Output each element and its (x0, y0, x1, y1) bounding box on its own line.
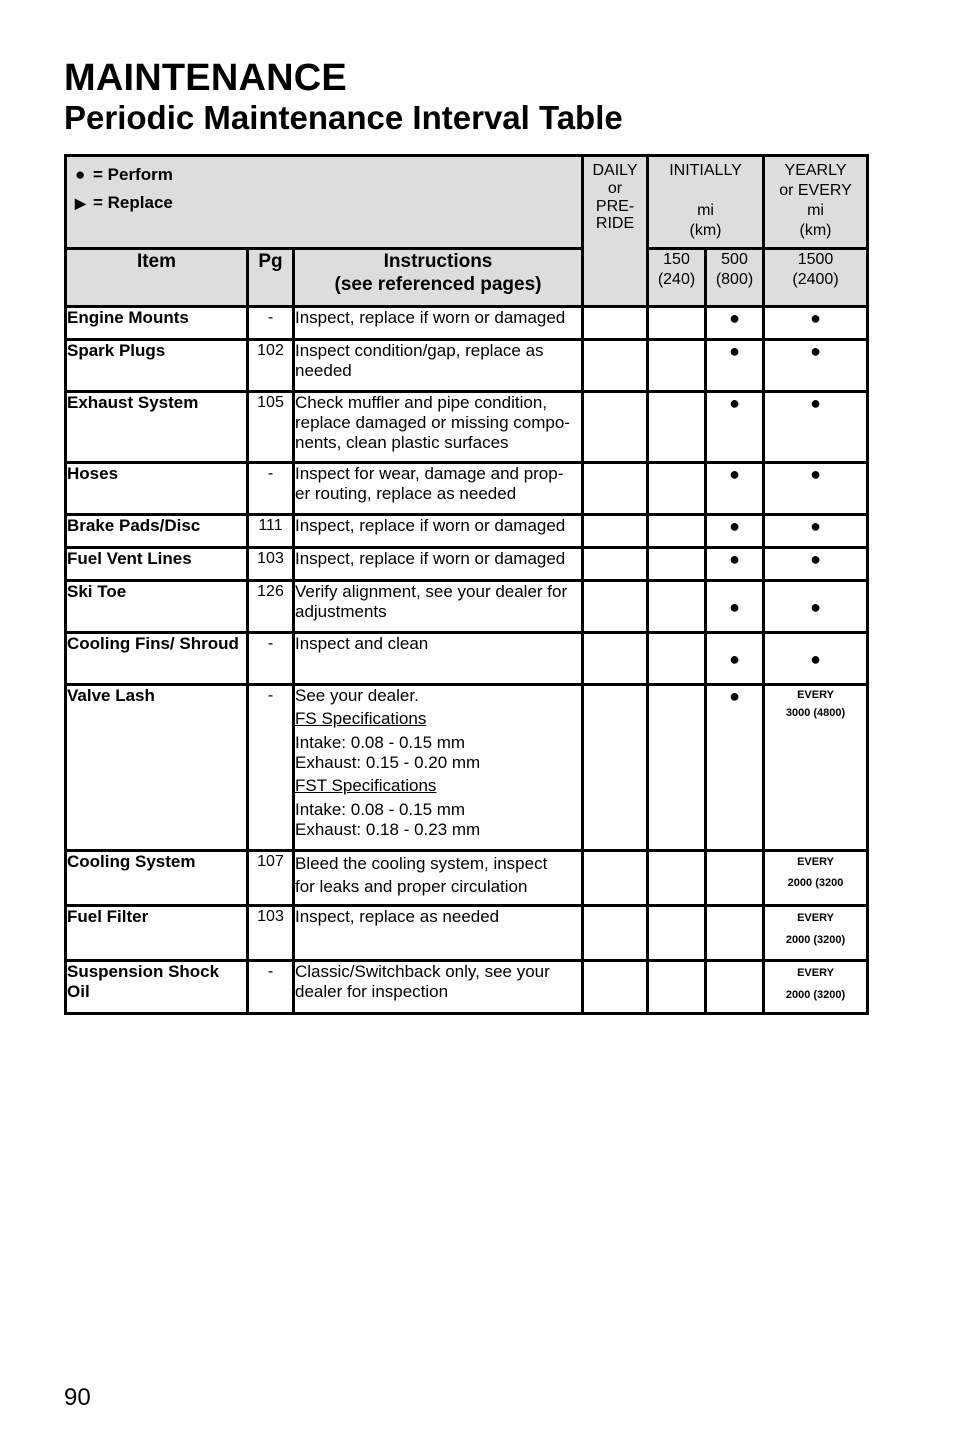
instructions-cell (294, 581, 583, 633)
every-label: EVERY (797, 689, 834, 701)
legend-replace-label: = Replace (93, 193, 173, 212)
pg-cell: 126 (248, 581, 294, 633)
fs-specifications-heading: FS Specifications (295, 709, 427, 728)
instruction-line: Inspect for wear, damage and prop- (295, 464, 564, 483)
interval-500-cell: ● (706, 463, 764, 515)
item-cell: Brake Pads/Disc (66, 515, 248, 548)
table-row (66, 851, 868, 906)
interval-150-cell (648, 851, 706, 906)
interval-500-cell: ● (706, 340, 764, 392)
instruction-line: er routing, replace as needed (295, 484, 517, 503)
table-row (66, 633, 868, 685)
every-label: EVERY (797, 856, 834, 868)
yearly-cell: ● (764, 340, 868, 392)
interval-150-cell (648, 307, 706, 340)
spec-line: Exhaust: 0.15 - 0.20 mm (295, 753, 481, 772)
instruction-line: Inspect, replace if worn or damaged (295, 516, 566, 535)
every-value: 3000 (4800) (785, 707, 846, 719)
interval-150-cell (648, 392, 706, 463)
pg-cell: 102 (248, 340, 294, 392)
interval-150-header (648, 249, 706, 307)
instruction-line: adjustments (295, 602, 387, 621)
yearly-line: YEARLY (784, 162, 847, 179)
instruction-line: Inspect condition/gap, replace as (295, 341, 544, 360)
instruction-line: for leaks and proper circulation (295, 877, 528, 896)
instructions-cell (294, 463, 583, 515)
daily-cell (583, 961, 648, 1014)
interval-500-cell: ● (706, 633, 764, 685)
daily-line: PRE- (595, 198, 635, 215)
instructions-cell (294, 906, 583, 961)
pg-cell: - (248, 633, 294, 685)
table-row (66, 685, 868, 851)
daily-cell (583, 906, 648, 961)
pg-cell: 103 (248, 906, 294, 961)
interval-150-cell (648, 906, 706, 961)
interval-500-cell: ● (706, 515, 764, 548)
every-value: 2000 (3200) (785, 934, 846, 946)
interval-500-cell (706, 906, 764, 961)
interval-150-cell (648, 581, 706, 633)
every-value: 2000 (3200 (787, 877, 844, 889)
yearly-cell (764, 851, 868, 906)
instructions-cell (294, 515, 583, 548)
interval-line: (800) (715, 271, 754, 288)
interval-line: (240) (657, 271, 696, 288)
instructions-cell (294, 392, 583, 463)
instructions-cell (294, 307, 583, 340)
instructions-header-line: Instructions (383, 251, 493, 272)
table-row (66, 515, 868, 548)
legend-perform-label: = Perform (93, 165, 173, 184)
initially-line (649, 181, 762, 201)
interval-150-cell (648, 685, 706, 851)
legend-cell (66, 156, 583, 249)
daily-cell (583, 515, 648, 548)
page-title: MAINTENANCE (64, 57, 347, 99)
replace-triangle-icon: ▶ (75, 195, 86, 211)
pg-cell: 103 (248, 548, 294, 581)
instruction-line: replace damaged or missing compo- (295, 413, 570, 432)
item-cell: Valve Lash (66, 685, 248, 851)
table-row (66, 340, 868, 392)
daily-line: DAILY (592, 162, 638, 179)
pg-cell: 111 (248, 515, 294, 548)
spec-line: Intake: 0.08 - 0.15 mm (295, 733, 466, 752)
instruction-line: nents, clean plastic surfaces (295, 433, 509, 452)
table-row (66, 581, 868, 633)
instructions-cell (294, 633, 583, 685)
interval-150-cell (648, 548, 706, 581)
interval-500-cell (706, 851, 764, 906)
initially-line: mi (697, 202, 714, 219)
item-cell: Fuel Filter (66, 906, 248, 961)
interval-500-cell: ● (706, 685, 764, 851)
yearly-cell (764, 906, 868, 961)
interval-500-cell: ● (706, 392, 764, 463)
interval-150-cell (648, 515, 706, 548)
pg-cell: - (248, 961, 294, 1014)
instruction-line: Inspect, replace if worn or damaged (295, 308, 566, 327)
yearly-cell: ● (764, 548, 868, 581)
pg-cell: - (248, 463, 294, 515)
perform-dot-icon: ● (75, 165, 86, 184)
instructions-header-line: (see referenced pages) (334, 274, 542, 295)
table-row (66, 307, 868, 340)
daily-cell (583, 340, 648, 392)
table-row (66, 463, 868, 515)
table-row (66, 392, 868, 463)
yearly-cell: ● (764, 463, 868, 515)
item-cell: Engine Mounts (66, 307, 248, 340)
yearly-cell: ● (764, 307, 868, 340)
table-row (66, 906, 868, 961)
pg-cell: 105 (248, 392, 294, 463)
table-row (66, 548, 868, 581)
table-row (66, 961, 868, 1014)
daily-cell (583, 581, 648, 633)
item-cell: Fuel Vent Lines (66, 548, 248, 581)
instructions-cell (294, 961, 583, 1014)
initially-line: INITIALLY (669, 162, 742, 179)
daily-cell (583, 463, 648, 515)
daily-cell (583, 633, 648, 685)
instruction-line: Verify alignment, see your dealer for (295, 582, 568, 601)
item-cell: Suspension Shock Oil (66, 961, 248, 1014)
every-value: 2000 (3200) (785, 989, 846, 1001)
every-label: EVERY (797, 912, 834, 924)
pg-cell: - (248, 685, 294, 851)
initially-column-header (648, 156, 764, 249)
interval-line: 500 (721, 251, 748, 268)
daily-line: RIDE (595, 215, 635, 232)
item-cell: Cooling System (66, 851, 248, 906)
interval-line: 150 (663, 251, 690, 268)
instructions-column-header (294, 249, 583, 307)
instruction-line: needed (295, 361, 352, 380)
interval-150-cell (648, 633, 706, 685)
yearly-cell (764, 685, 868, 851)
yearly-line: (km) (799, 222, 832, 239)
item-column-header: Item (66, 249, 248, 307)
pg-column-header: Pg (248, 249, 294, 307)
yearly-cell: ● (764, 581, 868, 633)
interval-150-cell (648, 463, 706, 515)
instruction-line: Check muffler and pipe condition, (295, 393, 548, 412)
pg-cell: - (248, 307, 294, 340)
daily-line: or (607, 180, 623, 197)
interval-line: (2400) (792, 271, 839, 288)
yearly-cell (764, 961, 868, 1014)
instructions-cell (294, 340, 583, 392)
maintenance-interval-table (64, 154, 869, 1015)
yearly-cell: ● (764, 515, 868, 548)
interval-500-cell: ● (706, 548, 764, 581)
initially-line: (km) (689, 222, 722, 239)
page-subtitle: Periodic Maintenance Interval Table (64, 99, 623, 136)
daily-cell (583, 685, 648, 851)
interval-150-cell (648, 340, 706, 392)
daily-cell (583, 548, 648, 581)
yearly-line: or EVERY (779, 182, 852, 199)
page-number: 90 (64, 1384, 91, 1411)
item-cell: Exhaust System (66, 392, 248, 463)
interval-500-cell (706, 961, 764, 1014)
interval-500-header (706, 249, 764, 307)
yearly-line: mi (807, 202, 824, 219)
every-label: EVERY (797, 967, 834, 979)
instruction-line: dealer for inspection (295, 982, 449, 1001)
instruction-line: Inspect and clean (295, 634, 429, 653)
legend-perform (75, 161, 581, 189)
daily-column-header (583, 156, 648, 307)
daily-cell (583, 851, 648, 906)
daily-cell (583, 307, 648, 340)
yearly-column-header (764, 156, 868, 249)
interval-line: 1500 (797, 251, 834, 268)
instruction-line: See your dealer. (295, 686, 419, 705)
item-cell: Spark Plugs (66, 340, 248, 392)
pg-cell: 107 (248, 851, 294, 906)
fst-specifications-heading: FST Specifications (295, 776, 437, 795)
yearly-cell: ● (764, 392, 868, 463)
item-cell: Ski Toe (66, 581, 248, 633)
interval-500-cell: ● (706, 307, 764, 340)
instruction-line: Inspect, replace if worn or damaged (295, 549, 566, 568)
spec-line: Exhaust: 0.18 - 0.23 mm (295, 820, 481, 839)
legend-replace (75, 189, 581, 217)
spec-line: Intake: 0.08 - 0.15 mm (295, 800, 466, 819)
yearly-cell: ● (764, 633, 868, 685)
interval-150-cell (648, 961, 706, 1014)
item-cell: Cooling Fins/ Shroud (66, 633, 248, 685)
interval-1500-header (764, 249, 868, 307)
instructions-cell (294, 685, 583, 851)
item-cell: Hoses (66, 463, 248, 515)
instruction-line: Classic/Switchback only, see your (295, 962, 550, 981)
interval-500-cell: ● (706, 581, 764, 633)
daily-cell (583, 392, 648, 463)
instruction-line: Bleed the cooling system, inspect (295, 854, 548, 873)
instructions-cell (294, 548, 583, 581)
instruction-line: Inspect, replace as needed (295, 907, 500, 926)
instructions-cell (294, 851, 583, 906)
